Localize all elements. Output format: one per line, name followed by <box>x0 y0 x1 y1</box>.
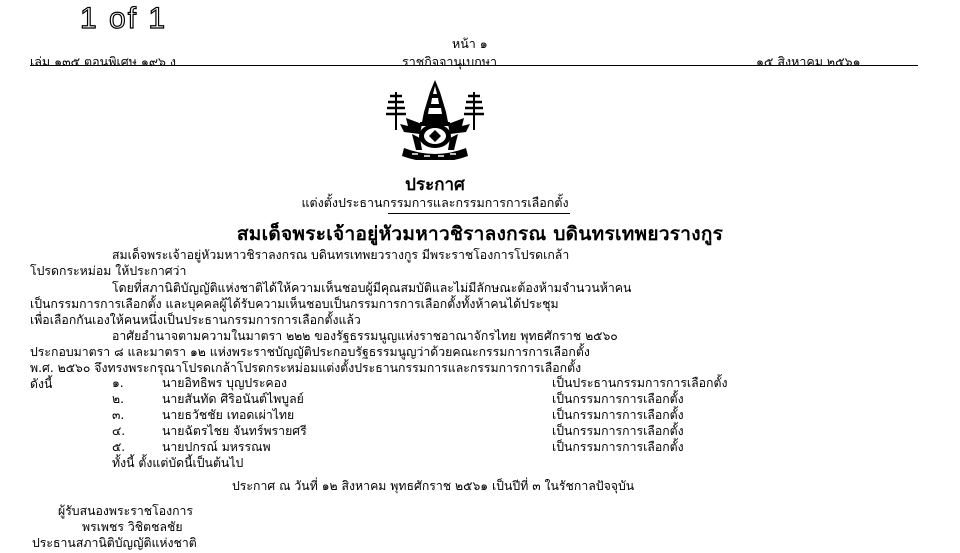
appointee-role: เป็นกรรมการการเลือกตั้ง <box>552 424 684 438</box>
appointee-role: เป็นประธานกรรมการการเลือกตั้ง <box>552 376 728 390</box>
body-line: เป็นกรรมการการเลือกตั้ง และบุคคลผู้ได้รับความเห็นชอบเป็นกรรมการการเลือกตั้งทั้งห้าคนได้ประชุม <box>30 297 559 311</box>
body-line: โดยที่สภานิติบัญญัติแห่งชาติได้ให้ความเห็นชอบผู้มีคุณสมบัติและไม่มีลักษณะต้องห้ามจำนวนห้าคน <box>112 281 632 295</box>
effective-clause: ทั้งนี้ ตั้งแต่บัดนี้เป็นต้นไป <box>112 456 244 470</box>
appointee-name: นายอิทธิพร บุญประคอง <box>162 376 288 390</box>
appointee-name: นายปกรณ์ มหรรณพ <box>162 440 271 454</box>
appointee-number: ๑. <box>112 376 124 390</box>
page-indicator: 1 of 1 <box>80 2 168 35</box>
appointee-number: ๓. <box>112 408 125 422</box>
countersigner-title: ผู้รับสนองพระราชโองการ <box>58 504 194 518</box>
appointee-role: เป็นกรรมการการเลือกตั้ง <box>552 440 684 454</box>
appointee-name: นายสันทัด ศิริอนันต์ไพบูลย์ <box>162 392 304 406</box>
body-line: พ.ศ. ๒๕๖๐ จึงทรงพระกรุณาโปรดเกล้าโปรดกระหม่อมแต่งตั้งประธานกรรมการและกรรมการการเลือกตั้ง <box>30 361 582 375</box>
body-line: โปรดกระหม่อม ให้ประกาศว่า <box>30 264 187 278</box>
body-line: ประกอบมาตรา ๘ และมาตรา ๑๒ แห่งพระราชบัญญัติประกอบรัฐธรรมนูญว่าด้วยคณะกรรมการการเลือกตั้ง <box>30 345 590 359</box>
countersigner-position: ประธานสภานิติบัญญัติแห่งชาติ <box>32 536 197 550</box>
appointee-number: ๒. <box>112 392 125 406</box>
publication-date: ๑๕ สิงหาคม ๒๕๖๑ <box>756 54 861 69</box>
body-line: สมเด็จพระเจ้าอยู่หัวมหาวชิราลงกรณ บดินทรเทพยวรางกูร มีพระราชโองการโปรดเกล้า <box>112 248 570 262</box>
appointee-role: เป็นกรรมการการเลือกตั้ง <box>552 392 684 406</box>
page-number: หน้า ๑ <box>452 36 488 51</box>
announcement-title: ประกาศ <box>405 175 465 195</box>
appointee-number: ๔. <box>112 424 126 438</box>
body-line: อาศัยอำนาจตามความในมาตรา ๒๒๒ ของรัฐธรรมนูญแห่งราชอาณาจักรไทย พุทธศักราช ๒๕๖๐ <box>112 329 618 343</box>
announcement-subtitle: แต่งตั้งประธานกรรมการและกรรมการการเลือกตั้ง <box>301 195 569 210</box>
king-name: สมเด็จพระเจ้าอยู่หัวมหาวชิราลงกรณ บดินทรเทพยวรางกูร <box>236 223 724 245</box>
given-date: ประกาศ ณ วันที่ ๑๒ สิงหาคม พุทธศักราช ๒๕๖๑ เป็นปีที่ ๓ ในรัชกาลปัจจุบัน <box>232 479 635 493</box>
gazette-name: ราชกิจจานุเบกษา <box>402 54 498 69</box>
body-line: เพื่อเลือกกันเองให้คนหนึ่งเป็นประธานกรรมการการเลือกตั้งแล้ว <box>30 313 361 327</box>
countersigner-name: พรเพชร วิชิตชลชัย <box>82 520 183 534</box>
header-rule <box>30 65 918 66</box>
title-rule <box>388 213 570 214</box>
appointee-role: เป็นกรรมการการเลือกตั้ง <box>552 408 684 422</box>
volume-info: เล่ม ๑๓๕ ตอนพิเศษ ๑๙๖ ง <box>30 54 176 69</box>
appointee-name: นายธวัชชัย เทอดเผ่าไทย <box>162 408 295 422</box>
appointee-number: ๕. <box>112 440 126 454</box>
appointee-name: นายฉัตรไชย จันทร์พรายศรี <box>162 424 307 438</box>
garuda-royal-emblem-icon <box>382 78 488 160</box>
body-line: ดังนี้ <box>30 377 53 391</box>
